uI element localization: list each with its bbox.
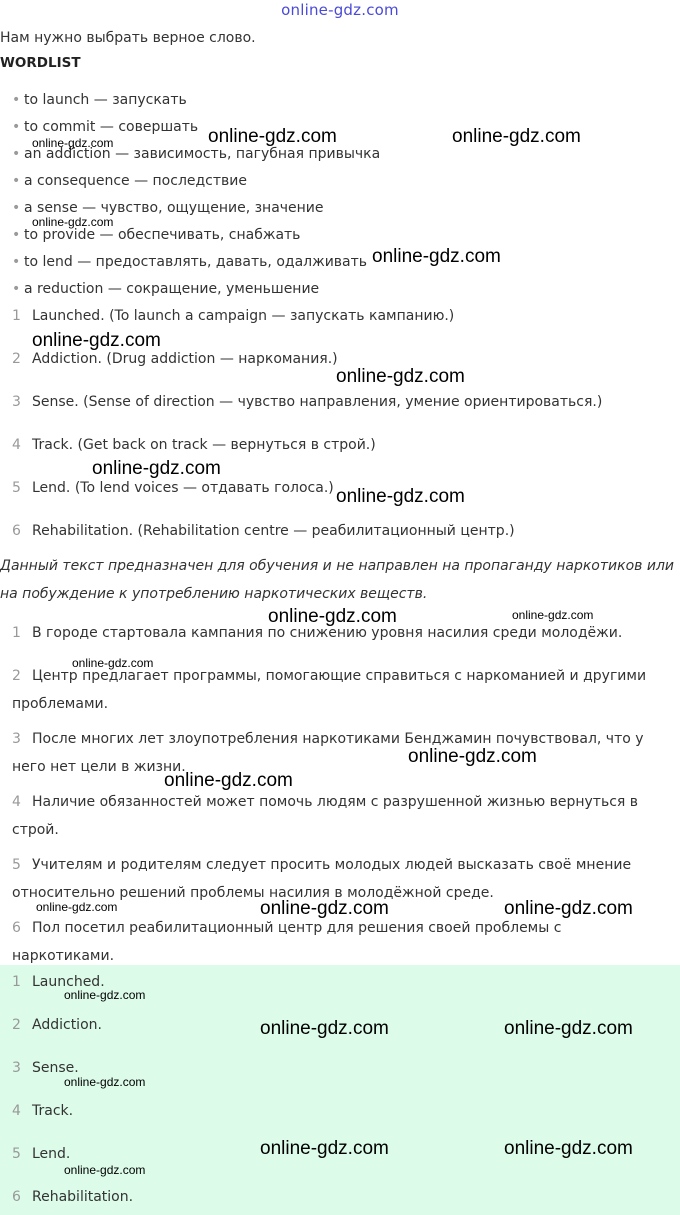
- translation-item: 5 Учителям и родителям следует просить молодых людей высказать своё мнение относительно решений проблемы насилия в молодёжной среде.: [12, 857, 632, 901]
- wordlist-item: • to launch — запускать: [12, 92, 187, 108]
- watermark: online-gdz.com: [36, 900, 118, 914]
- watermark: online-gdz.com: [64, 988, 146, 1002]
- watermark: online-gdz.com: [260, 1018, 389, 1039]
- explanation-item: 3 Sense. (Sense of direction — чувство направления, умение ориентироваться.): [12, 394, 603, 410]
- watermark: online-gdz.com: [408, 746, 537, 767]
- bullet-icon: •: [12, 92, 21, 108]
- answer-item: 2 Addiction.: [12, 1017, 102, 1033]
- watermark: online-gdz.com: [504, 1018, 633, 1039]
- bullet-icon: •: [12, 254, 21, 270]
- watermark: online-gdz.com: [164, 770, 293, 791]
- site-header-link[interactable]: online-gdz.com: [281, 1, 399, 19]
- watermark: online-gdz.com: [92, 458, 221, 479]
- watermark: online-gdz.com: [452, 126, 581, 147]
- wordlist-item: • to lend — предоставлять, давать, одалживать: [12, 254, 368, 270]
- translation-item: 2 Центр предлагает программы, помогающие справиться с наркоманией и другими проблемами.: [12, 668, 647, 712]
- wordlist-item: • to commit — совершать: [12, 119, 199, 135]
- wordlist-item: • a consequence — последствие: [12, 173, 248, 189]
- watermark: online-gdz.com: [72, 656, 154, 670]
- answer-item: 3 Sense.: [12, 1060, 79, 1076]
- bullet-icon: •: [12, 146, 21, 162]
- translation-item: 4 Наличие обязанностей может помочь людям с разрушенной жизнью вернуться в строй.: [12, 794, 639, 838]
- wordlist-item: • a sense — чувство, ощущение, значение: [12, 200, 324, 216]
- watermark: online-gdz.com: [268, 606, 397, 627]
- answer-item: 4 Track.: [12, 1103, 74, 1119]
- watermark: online-gdz.com: [64, 1163, 146, 1177]
- watermark: online-gdz.com: [504, 1138, 633, 1159]
- watermark: online-gdz.com: [512, 608, 594, 622]
- watermark: online-gdz.com: [504, 898, 633, 919]
- answer-item: 5 Lend.: [12, 1146, 71, 1162]
- explanation-item: 5 Lend. (To lend voices — отдавать голоса.): [12, 480, 334, 496]
- watermark: online-gdz.com: [260, 1138, 389, 1159]
- explanation-item: 1 Launched. (To launch a campaign — запускать кампанию.): [12, 308, 455, 324]
- bullet-icon: •: [12, 119, 21, 135]
- watermark: online-gdz.com: [336, 486, 465, 507]
- intro-text: Нам нужно выбрать верное слово.: [0, 30, 256, 46]
- bullet-icon: •: [12, 173, 21, 189]
- watermark: online-gdz.com: [32, 330, 161, 351]
- translation-item: 6 Пол посетил реабилитационный центр для решения своей проблемы с наркотиками.: [12, 920, 562, 964]
- translation-item: 3 После многих лет злоупотребления наркотиками Бенджамин почувствовал, что у него нет цели в жизни.: [12, 731, 644, 775]
- wordlist-title: WORDLIST: [0, 55, 81, 71]
- answer-box: [0, 965, 680, 1215]
- answer-item: 6 Rehabilitation.: [12, 1189, 134, 1205]
- watermark: online-gdz.com: [372, 246, 501, 267]
- watermark: online-gdz.com: [32, 215, 114, 229]
- wordlist-item: • to provide — обеспечивать, снабжать: [12, 227, 301, 243]
- bullet-icon: •: [12, 200, 21, 216]
- wordlist-item: • a reduction — сокращение, уменьшение: [12, 281, 320, 297]
- watermark: online-gdz.com: [64, 1075, 146, 1089]
- watermark: online-gdz.com: [32, 136, 114, 150]
- bullet-icon: •: [12, 227, 21, 243]
- bullet-icon: •: [12, 281, 21, 297]
- wordlist-item: • an addiction — зависимость, пагубная привычка: [12, 146, 381, 162]
- disclaimer-note: Данный текст предназначен для обучения и не направлен на пропаганду наркотиков или на побуждение к употреблению наркотических веществ.: [0, 558, 674, 602]
- explanation-item: 2 Addiction. (Drug addiction — наркомания.): [12, 351, 338, 367]
- watermark: online-gdz.com: [260, 898, 389, 919]
- explanation-item: 6 Rehabilitation. (Rehabilitation centre — реабилитационный центр.): [12, 523, 515, 539]
- watermark: online-gdz.com: [336, 366, 465, 387]
- watermark: online-gdz.com: [208, 126, 337, 147]
- translation-item: 1 В городе стартовала кампания по снижению уровня насилия среди молодёжи.: [12, 625, 623, 641]
- answer-item: 1 Launched.: [12, 974, 105, 990]
- explanation-item: 4 Track. (Get back on track — вернуться в строй.): [12, 437, 376, 453]
